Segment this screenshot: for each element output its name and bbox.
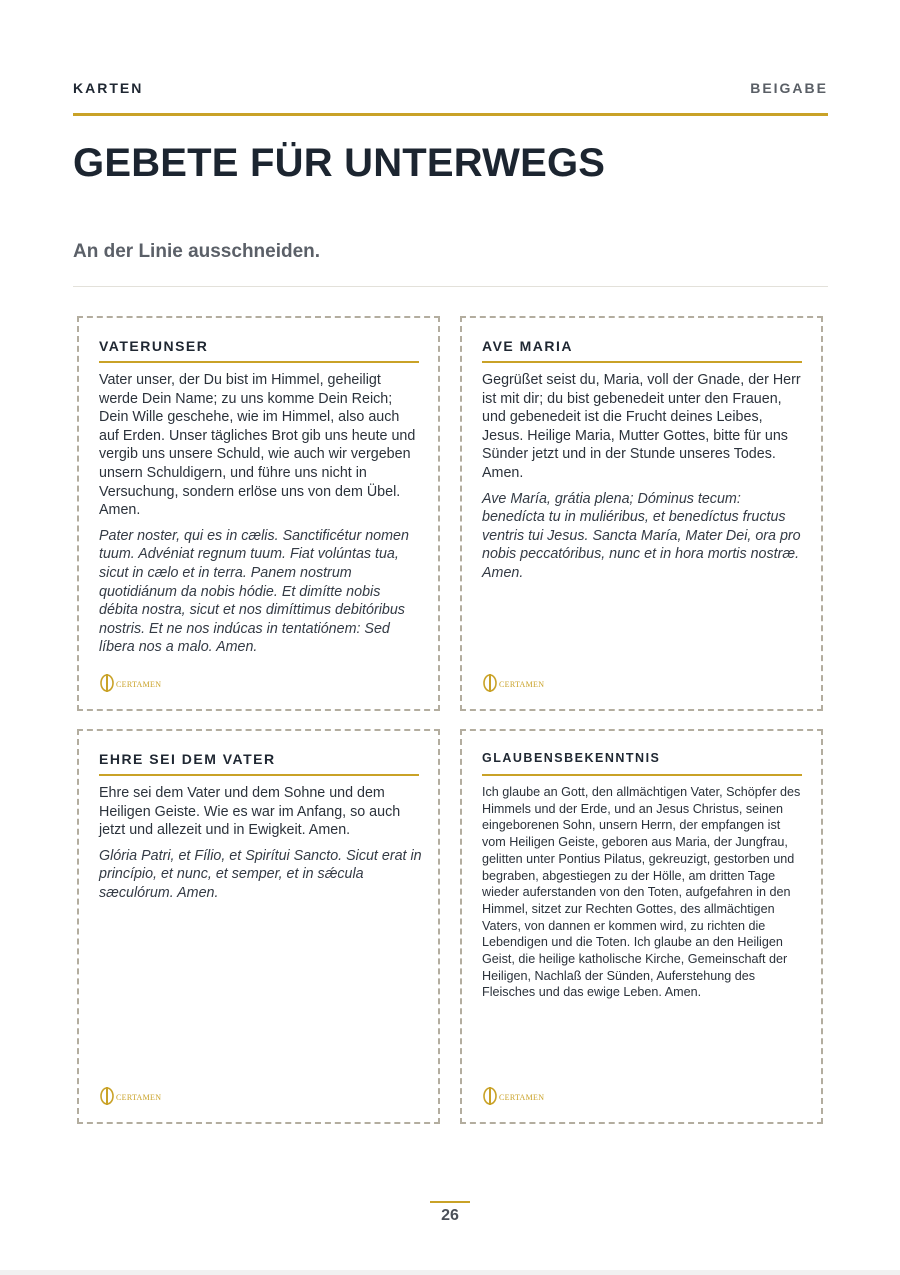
logo-wordmark: CERTAMEN: [499, 1092, 545, 1102]
certamen-logo: [99, 673, 161, 693]
logo-wordmark: CERTAMEN: [116, 679, 162, 689]
chapter-label: BEIGABE: [750, 80, 828, 96]
certamen-logo: [482, 673, 544, 693]
card-latin-text: Glória Patri, et Fílio, et Spirítui Sancto. Sicut erat in princípio, et nunc, et semper, et in sǽcula sæculórum. Amen.: [99, 847, 422, 901]
card-body: [482, 371, 806, 590]
page-number-rule: [430, 1201, 470, 1203]
card-glaubensbekenntnis: [460, 729, 823, 1124]
page-subtitle: An der Linie ausschneiden.: [73, 241, 321, 262]
header-rule: [73, 113, 828, 116]
title-divider: [73, 286, 828, 287]
card-ehre-sei-dem-vater: [77, 729, 440, 1124]
page-title: GEBETE FÜR UNTERWEGS: [73, 141, 606, 185]
card-german-text: Ich glaube an Gott, den allmächtigen Vater, Schöpfer des Himmels und der Erde, und an Jesus Christus, seinen eingeborenen Sohn, unsern Herrn, der empfangen ist vom Heiligen Geiste, geboren aus Maria, der Jungfrau, gelitten unter Pontius Pilatus, gekreuzigt, gestorben und begraben, abgestiegen zu der Hölle, am dritten Tage wieder auferstanden von den Toten, aufgefahren in den Himmel, sitzet zur Rechten Gottes, des allmächtigen Vaters, von dannen er kommen wird, zu richten die Lebendigen und die Toten. Ich glaube an den Heiligen Geist, die heilige katholische Kirche, Gemeinschaft der Heiligen, Nachlaß der Sünden, Auferstehung des Fleisches und das ewige Leben. Amen.: [482, 785, 801, 1000]
card-body: [482, 784, 806, 1001]
certamen-logo: [99, 1086, 161, 1106]
card-vaterunser: [77, 316, 440, 711]
card-body: [99, 784, 423, 910]
certamen-logo-icon: [99, 673, 115, 693]
section-label: KARTEN: [73, 80, 144, 96]
card-german-text: Vater unser, der Du bist im Himmel, geheiligt werde Dein Name; zu uns komme Dein Reich; Dein Wille geschehe, wie im Himmel, also auch auf Erden. Unser tägliches Brot gib uns heute und vergib uns unsere Schuld, wie auch wir vergeben unsern Schuldigern, und führe uns nicht in Versuchung, sondern erlöse uns von dem Übel. Amen.: [99, 372, 416, 519]
card-heading: VATERUNSER: [99, 338, 419, 363]
card-body: [99, 371, 423, 664]
card-heading: AVE MARIA: [482, 338, 802, 363]
card-latin-text: Ave María, grátia plena; Dóminus tecum: benedícta tu in muliéribus, et benedíctus fructus ventris tui Jesus. Sancta María, Mater Dei, ora pro nobis peccatóribus, nunc et in hora mortis nostræ. Amen.: [482, 490, 801, 581]
card-heading: GLAUBENSBEKENNTNIS: [482, 751, 802, 776]
card-latin-text: Pater noster, qui es in cælis. Sanctificétur nomen tuum. Advéniat regnum tuum. Fiat volúntas tua, sicut in cælo et in terra. Panem nostrum quotidiánum da nobis hódie. Et dimítte nobis débita nostra, sicut et nos dimíttimus debitóribus nostris. Et ne nos indúcas in tentatiónem: Sed líbera nos a malo. Amen.: [99, 527, 409, 656]
card-ave-maria: [460, 316, 823, 711]
card-german-text: Ehre sei dem Vater und dem Sohne und dem Heiligen Geiste. Wie es war im Anfang, so auch jetzt und allezeit und in Ewigkeit. Amen.: [99, 785, 401, 839]
logo-wordmark: CERTAMEN: [499, 679, 545, 689]
card-german-text: Gegrüßet seist du, Maria, voll der Gnade, der Herr ist mit dir; du bist gebenedeit unter den Frauen, und gebenedeit ist die Frucht deines Leibes, Jesus. Heilige Maria, Mutter Gottes, bitte für uns Sünder jetzt und in der Stunde unseres Todes. Amen.: [482, 372, 801, 481]
running-header: [73, 80, 828, 96]
page-bottom-edge: [0, 1270, 900, 1275]
certamen-logo: [482, 1086, 544, 1106]
page-number: 26: [441, 1207, 459, 1224]
certamen-logo-icon: [482, 1086, 498, 1106]
card-heading: EHRE SEI DEM VATER: [99, 751, 419, 776]
certamen-logo-icon: [99, 1086, 115, 1106]
logo-wordmark: CERTAMEN: [116, 1092, 162, 1102]
certamen-logo-icon: [482, 673, 498, 693]
